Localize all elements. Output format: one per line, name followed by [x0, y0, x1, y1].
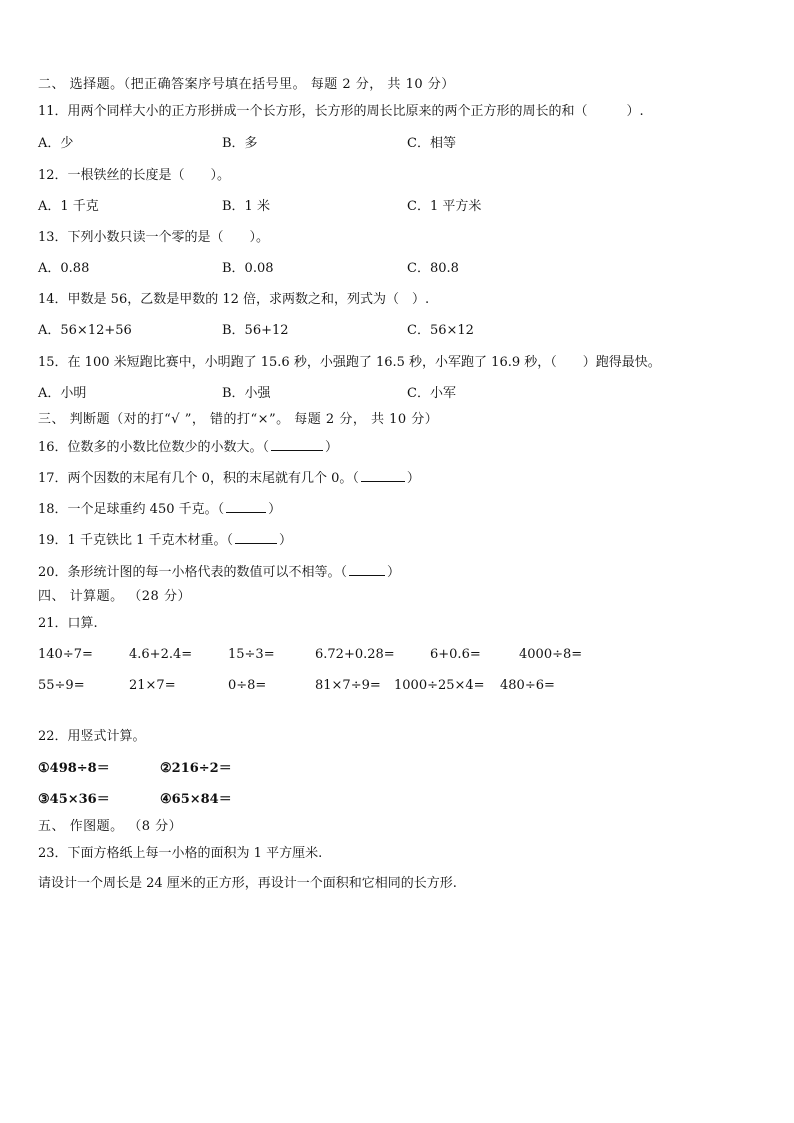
answer-blank-16[interactable] — [271, 438, 323, 451]
q15-option-a: A．小明 — [38, 386, 87, 401]
section-5-heading: 五、 作图题。 （8 分） — [38, 819, 183, 834]
judgment-18-text: 18．一个足球重约 450 千克。（ — [38, 502, 225, 517]
mental-calc: 81×7÷9= — [315, 678, 381, 693]
judgment-20-text: 20．条形统计图的每一小格代表的数值可以不相等。（ — [38, 565, 348, 580]
mental-calc: 1000÷25×4= — [394, 678, 485, 693]
mental-calc: 4.6+2.4= — [129, 647, 193, 662]
judgment-17-text: 17．两个因数的末尾有几个 0，积的末尾就有几个 0。（ — [38, 471, 359, 486]
mental-calc: 4000÷8= — [519, 647, 583, 662]
q11-option-a: A．少 — [38, 136, 74, 151]
judgment-18 — [38, 500, 281, 518]
mental-calc: 55÷9= — [38, 678, 85, 693]
question-23: 23．下面方格纸上每一小格的面积为 1 平方厘米. — [38, 846, 323, 861]
section-4-heading: 四、 计算题。 （28 分） — [38, 589, 191, 604]
q13-option-b: B．0.08 — [222, 261, 274, 276]
mental-calc: 6.72+0.28= — [315, 647, 395, 662]
q12-option-a: A．1 千克 — [38, 199, 99, 214]
section-2-heading: 二、 选择题。（把正确答案序号填在括号里。 每题 2 分， 共 10 分） — [38, 77, 455, 92]
section-3-heading: 三、 判断题（对的打“√ ”， 错的打“×”。 每题 2 分， 共 10 分） — [38, 412, 439, 427]
answer-blank-20[interactable] — [349, 563, 385, 576]
judgment-20-close: ） — [387, 565, 401, 580]
q15-option-b: B．小强 — [222, 386, 271, 401]
mental-calc: 0÷8= — [228, 678, 267, 693]
judgment-17 — [38, 469, 420, 487]
answer-blank-17[interactable] — [361, 469, 405, 482]
q11-option-c: C．相等 — [407, 136, 456, 151]
judgment-16-text: 16．位数多的小数比位数少的小数大。（ — [38, 440, 270, 455]
q13-option-a: A．0.88 — [38, 261, 90, 276]
judgment-18-close: ） — [268, 502, 282, 517]
vertical-calc-3: ③45×36＝ — [38, 792, 110, 807]
question-21-title: 21．口算. — [38, 616, 98, 631]
q14-option-b: B．56+12 — [222, 323, 289, 338]
mental-calc: 6+0.6= — [430, 647, 481, 662]
vertical-calc-2: ②216÷2＝ — [160, 761, 232, 776]
question-23-instruction: 请设计一个周长是 24 厘米的正方形，再设计一个面积和它相同的长方形. — [38, 876, 457, 891]
judgment-19-close: ） — [278, 533, 292, 548]
mental-calc: 15÷3= — [228, 647, 275, 662]
question-22-title: 22．用竖式计算。 — [38, 729, 146, 744]
question-11: 11．用两个同样大小的正方形拼成一个长方形，长方形的周长比原来的两个正方形的周长的和（ ）. — [38, 104, 644, 119]
vertical-calc-4: ④65×84＝ — [160, 792, 232, 807]
answer-blank-19[interactable] — [235, 531, 277, 544]
q13-option-c: C．80.8 — [407, 261, 459, 276]
q12-option-c: C．1 平方米 — [407, 199, 482, 214]
judgment-19 — [38, 531, 292, 549]
mental-calc: 21×7= — [129, 678, 176, 693]
question-15: 15．在 100 米短跑比赛中，小明跑了 15.6 秒，小强跑了 16.5 秒，小军跑了 16.9 秒，（ ）跑得最快。 — [38, 355, 661, 370]
q12-option-b: B．1 米 — [222, 199, 270, 214]
question-14: 14．甲数是 56，乙数是甲数的 12 倍，求两数之和，列式为（ ）. — [38, 292, 430, 307]
answer-blank-18[interactable] — [226, 500, 266, 513]
q14-option-a: A．56×12+56 — [38, 323, 132, 338]
judgment-17-close: ） — [406, 471, 420, 486]
vertical-calc-1: ①498÷8＝ — [38, 761, 110, 776]
mental-calc: 480÷6= — [500, 678, 555, 693]
mental-calc: 140÷7= — [38, 647, 93, 662]
judgment-16-close: ） — [325, 440, 339, 455]
judgment-16 — [38, 438, 338, 456]
question-12: 12．一根铁丝的长度是（ ）。 — [38, 168, 231, 183]
q14-option-c: C．56×12 — [407, 323, 474, 338]
judgment-19-text: 19．1 千克铁比 1 千克木材重。（ — [38, 533, 233, 548]
q15-option-c: C．小军 — [407, 386, 456, 401]
q11-option-b: B．多 — [222, 136, 258, 151]
judgment-20 — [38, 563, 400, 581]
question-13: 13．下列小数只读一个零的是（ ）。 — [38, 230, 270, 245]
